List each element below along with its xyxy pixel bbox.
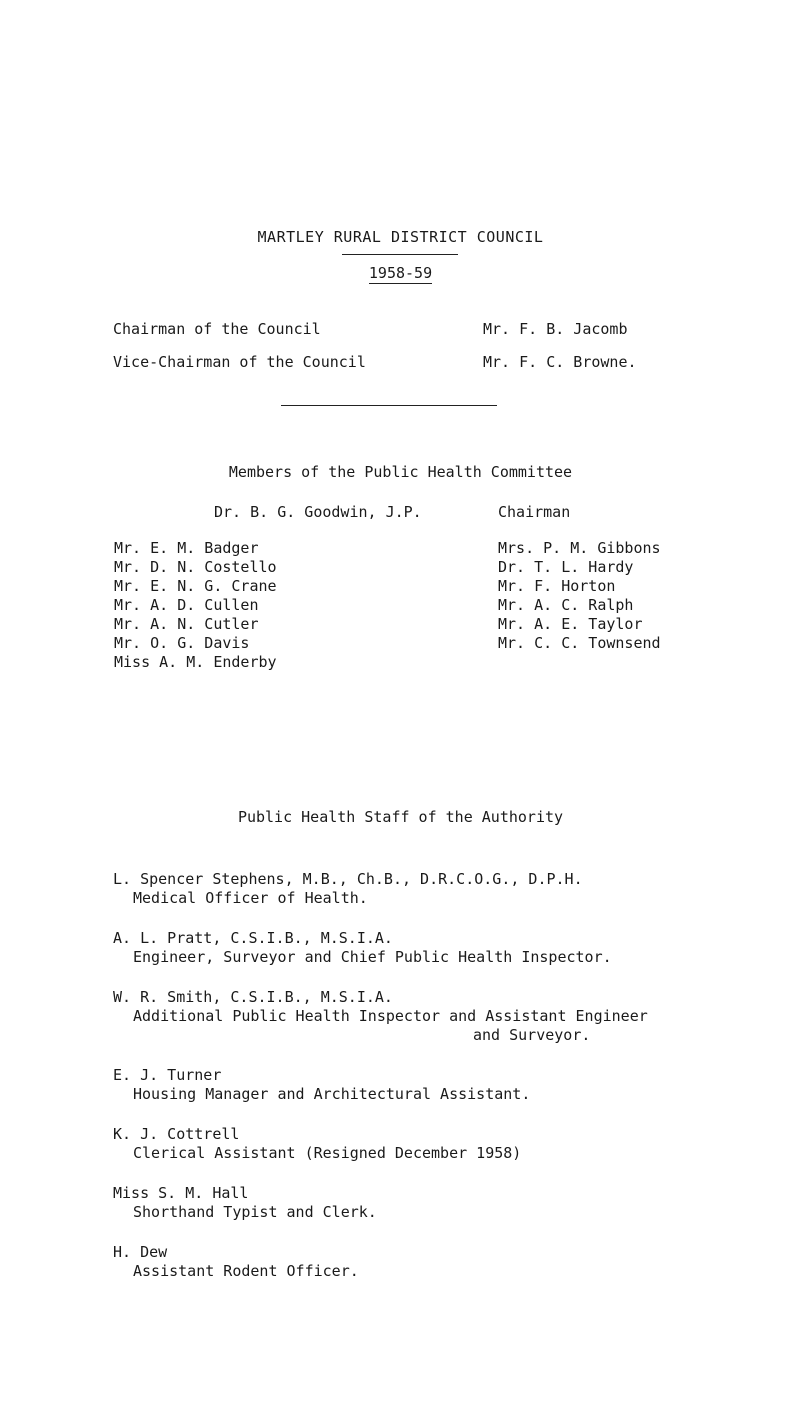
staff-list <box>113 870 648 1302</box>
staff-entry <box>113 1243 648 1281</box>
staff-name: A. L. Pratt, C.S.I.B., M.S.I.A. <box>113 929 393 947</box>
list-item: Mr. A. E. Taylor <box>498 615 643 633</box>
staff-role: Clerical Assistant (Resigned December 1958) <box>133 1144 522 1162</box>
list-item: Mr. A. C. Ralph <box>498 596 634 614</box>
vice-chairman-role: Vice-Chairman of the Council <box>113 353 366 371</box>
staff-role-continued: and Surveyor. <box>473 1026 591 1044</box>
staff-entry <box>113 870 648 908</box>
list-item: Mr. E. N. G. Crane <box>114 577 277 595</box>
list-item: Mr. D. N. Costello <box>114 558 277 576</box>
staff-role: Additional Public Health Inspector and Assistant Engineer <box>133 1007 648 1025</box>
staff-entry <box>113 1125 648 1163</box>
chairman-name: Mr. F. B. Jacomb <box>483 320 628 338</box>
title-underline <box>342 254 458 255</box>
vice-chairman-name: Mr. F. C. Browne. <box>483 353 637 371</box>
list-item: Dr. T. L. Hardy <box>498 558 634 576</box>
list-item: Miss A. M. Enderby <box>114 653 277 671</box>
committee-members-left <box>114 539 277 672</box>
list-item: Mr. A. D. Cullen <box>114 596 259 614</box>
list-item: Mr. C. C. Townsend <box>498 634 661 652</box>
list-item: Mr. F. Horton <box>498 577 616 595</box>
staff-entry <box>113 988 648 1045</box>
year-label <box>0 264 801 282</box>
staff-heading: Public Health Staff of the Authority <box>237 808 564 826</box>
section-divider <box>281 405 497 406</box>
chairman-role: Chairman of the Council <box>113 320 321 338</box>
list-item: Mr. A. N. Cutler <box>114 615 259 633</box>
list-item: Mr. E. M. Badger <box>114 539 259 557</box>
list-item: Mrs. P. M. Gibbons <box>498 539 661 557</box>
staff-role: Engineer, Surveyor and Chief Public Health Inspector. <box>133 948 612 966</box>
staff-name: E. J. Turner <box>113 1066 222 1084</box>
staff-name: K. J. Cottrell <box>113 1125 240 1143</box>
staff-entry <box>113 1184 648 1222</box>
staff-entry <box>113 929 648 967</box>
staff-name: L. Spencer Stephens, M.B., Ch.B., D.R.C.O.G., D.P.H. <box>113 870 583 888</box>
staff-name: Miss S. M. Hall <box>113 1184 249 1202</box>
council-title: MARTLEY RURAL DISTRICT COUNCIL <box>257 228 544 246</box>
list-item: Mr. O. G. Davis <box>114 634 250 652</box>
year-text: 1958-59 <box>368 264 433 282</box>
staff-role: Shorthand Typist and Clerk. <box>133 1203 377 1221</box>
staff-name: H. Dew <box>113 1243 168 1261</box>
staff-role: Housing Manager and Architectural Assistant. <box>133 1085 531 1103</box>
staff-role: Assistant Rodent Officer. <box>133 1262 359 1280</box>
staff-entry <box>113 1066 648 1104</box>
committee-members-right <box>498 539 661 653</box>
staff-name: W. R. Smith, C.S.I.B., M.S.I.A. <box>113 988 393 1006</box>
committee-heading: Members of the Public Health Committee <box>228 463 573 481</box>
committee-chairman-label: Chairman <box>498 503 571 521</box>
staff-role: Medical Officer of Health. <box>133 889 368 907</box>
committee-chairman-name: Dr. B. G. Goodwin, J.P. <box>214 503 422 521</box>
